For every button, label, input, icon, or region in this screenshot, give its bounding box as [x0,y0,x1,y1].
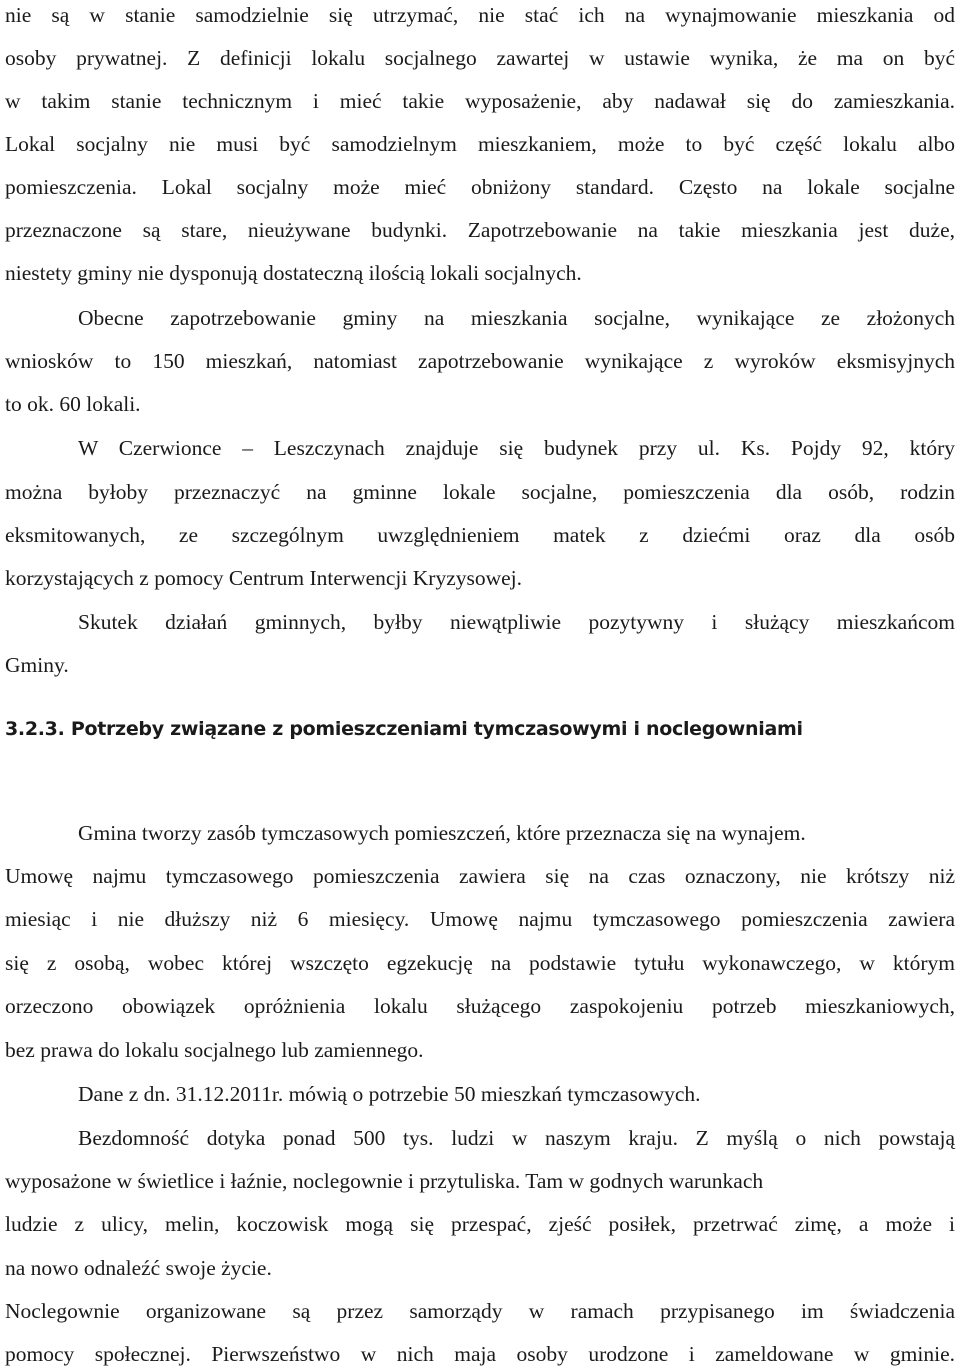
paragraph-first-line: Dane z dn. 31.12.2011r. mówią o potrzebie 50 mieszkań tymczasowych. [78,1082,701,1106]
text-line: można byłoby przeznaczyć na gminne lokale socjalne, pomieszczenia dla osób, rodzin [5,480,955,504]
text-line: eksmitowanych, ze szczególnym uwzględnieniem matek z dziećmi oraz dla osób [5,523,955,547]
text-line: pomieszczenia. Lokal socjalny może mieć obniżony standard. Często na lokale socjalne [5,175,955,199]
text-line: na nowo odnaleźć swoje życie. [5,1256,272,1280]
text-line: wyposażone w świetlice i łaźnie, noclegownie i przytuliska. Tam w godnych warunkach [5,1169,764,1193]
paragraph-first-line: Bezdomność dotyka ponad 500 tys. ludzi w naszym kraju. Z myślą o nich powstają [78,1126,955,1150]
text-line: pomocy społecznej. Pierwszeństwo w nich maja osoby urodzone i zameldowane w gminie. [5,1342,955,1366]
paragraph-first-line: W Czerwionce – Leszczynach znajduje się budynek przy ul. Ks. Pojdy 92, który [78,436,955,460]
text-line: niestety gminy nie dysponują dostateczną ilością lokali socjalnych. [5,261,582,285]
text-line: w takim stanie technicznym i mieć takie wyposażenie, aby nadawał się do zamieszkania. [5,89,955,113]
text-line: orzeczono obowiązek opróżnienia lokalu służącego zaspokojeniu potrzeb mieszkaniowych, [5,994,955,1018]
text-line: bez prawa do lokalu socjalnego lub zamiennego. [5,1038,424,1062]
text-line: nie są w stanie samodzielnie się utrzymać, nie stać ich na wynajmowanie mieszkania od [5,3,955,27]
text-line: korzystających z pomocy Centrum Interwencji Kryzysowej. [5,566,523,590]
text-line: Gminy. [5,653,69,677]
paragraph-first-line: Gmina tworzy zasób tymczasowych pomieszczeń, które przeznacza się na wynajem. [78,821,806,845]
text-line: Lokal socjalny nie musi być samodzielnym mieszkaniem, może to być część lokalu albo [5,132,955,156]
text-line: osoby prywatnej. Z definicji lokalu socjalnego zawartej w ustawie wynika, że ma on być [5,46,955,70]
text-line: się z osobą, wobec której wszczęto egzekucję na podstawie tytułu wykonawczego, w którym [5,951,955,975]
text-line: Umowę najmu tymczasowego pomieszczenia zawiera się na czas oznaczony, nie krótszy niż [5,864,955,888]
text-line: to ok. 60 lokali. [5,392,141,416]
text-line: Noclegownie organizowane są przez samorządy w ramach przypisanego im świadczenia [5,1299,955,1323]
text-line: miesiąc i nie dłuższy niż 6 miesięcy. Umowę najmu tymczasowego pomieszczenia zawiera [5,907,955,931]
text-line: przeznaczone są stare, nieużywane budynki. Zapotrzebowanie na takie mieszkania jest duże, [5,218,955,242]
text-line: wniosków to 150 mieszkań, natomiast zapotrzebowanie wynikające z wyroków eksmisyjnych [5,349,955,373]
section-heading: 3.2.3. Potrzeby związane z pomieszczeniami tymczasowymi i noclegowniami [5,718,803,740]
text-line: ludzie z ulicy, melin, koczowisk mogą się przespać, zjeść posiłek, przetrwać zimę, a może i [5,1212,955,1236]
paragraph-first-line: Obecne zapotrzebowanie gminy na mieszkania socjalne, wynikające ze złożonych [78,306,955,330]
paragraph-first-line: Skutek działań gminnych, byłby niewątpliwie pozytywny i służący mieszkańcom [78,610,955,634]
